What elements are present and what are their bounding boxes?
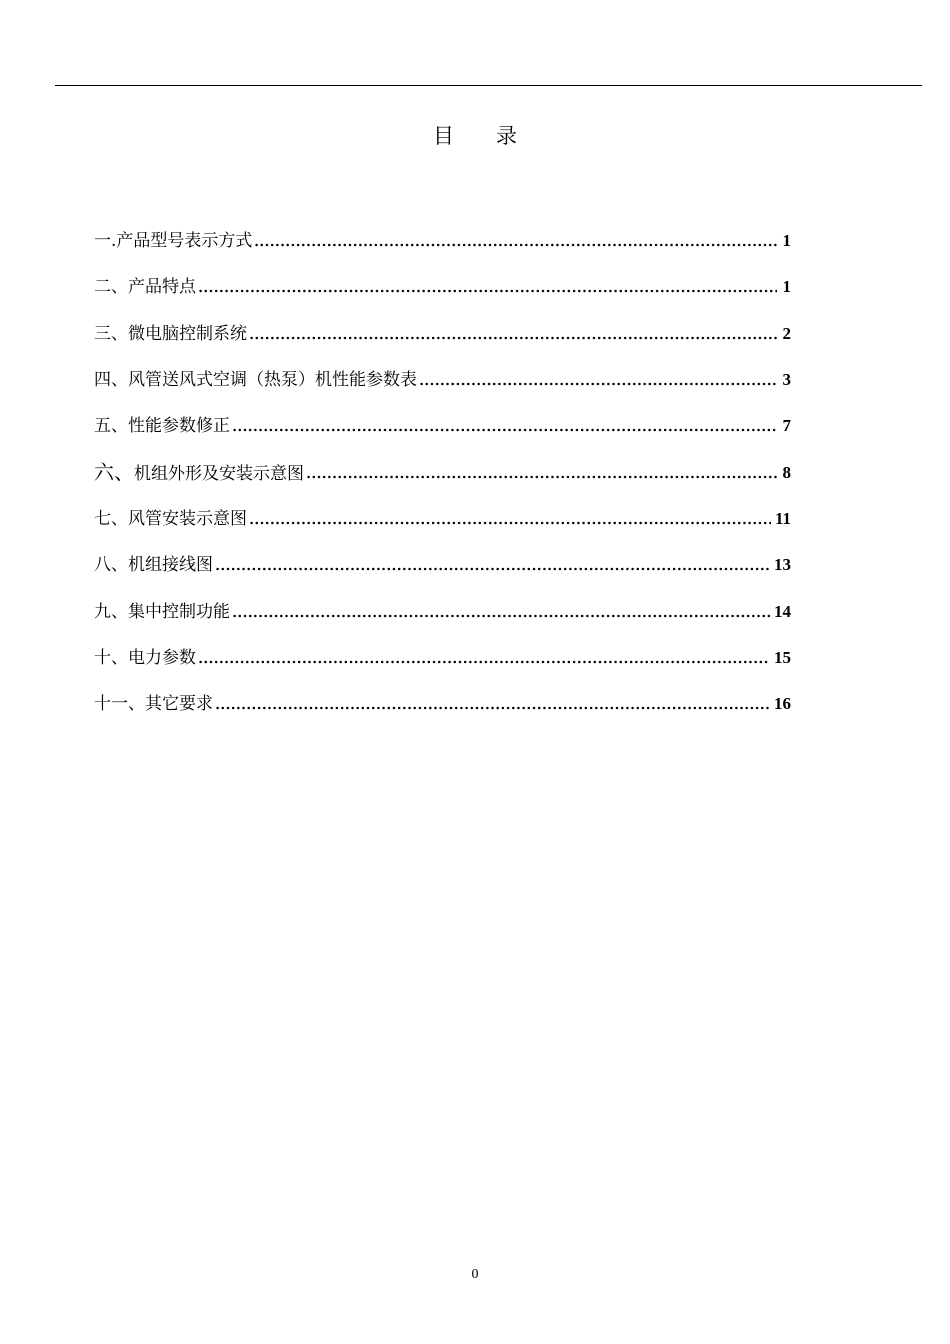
toc-entry-1[interactable] xyxy=(94,218,791,264)
header-rule xyxy=(55,85,922,86)
toc-title-char-2: 录 xyxy=(496,124,517,148)
toc-entry-page: 3 xyxy=(782,370,791,390)
toc-dot-leader xyxy=(198,273,777,301)
toc-entry-11[interactable] xyxy=(94,681,791,727)
toc-dot-leader xyxy=(198,644,770,672)
toc-title xyxy=(0,122,950,150)
toc-entry-page: 1 xyxy=(782,231,791,251)
toc-dot-leader xyxy=(215,690,770,718)
toc-entry-label: 二、产品特点 xyxy=(94,277,196,298)
toc-entry-label: 八、机组接线图 xyxy=(94,555,213,576)
toc-dot-leader xyxy=(254,227,777,255)
toc-entry-page: 13 xyxy=(774,555,791,575)
toc-title-char-1: 目 xyxy=(433,124,454,148)
toc-dot-leader xyxy=(215,551,770,579)
toc-entry-10[interactable] xyxy=(94,635,791,681)
toc-entry-7[interactable] xyxy=(94,496,791,542)
toc-entry-label: 十、电力参数 xyxy=(94,647,196,668)
toc-dot-leader xyxy=(232,412,777,440)
toc-entry-page: 2 xyxy=(782,323,791,343)
toc-dot-leader xyxy=(232,598,770,626)
toc-entry-page: 7 xyxy=(782,416,791,436)
toc-entry-label: 九、集中控制功能 xyxy=(94,601,230,622)
toc-entry-label: 五、性能参数修正 xyxy=(94,416,230,437)
toc-entry-page: 1 xyxy=(782,277,791,297)
toc-entry-page: 11 xyxy=(774,508,791,528)
toc-entry-page: 15 xyxy=(774,647,791,667)
toc-entry-label: 七、风管安装示意图 xyxy=(94,508,247,529)
toc-dot-leader xyxy=(306,459,777,487)
toc-entry-9[interactable] xyxy=(94,588,791,634)
toc-entry-3[interactable] xyxy=(94,311,791,357)
toc-entry-4[interactable] xyxy=(94,357,791,403)
toc-entry-label: 一.产品型号表示方式 xyxy=(94,231,253,252)
toc-entry-page: 16 xyxy=(774,694,791,714)
toc-list xyxy=(94,218,791,727)
toc-entry-5[interactable] xyxy=(94,403,791,449)
toc-dot-leader xyxy=(249,505,771,533)
page-number: 0 xyxy=(471,1267,479,1282)
toc-entry-page: 14 xyxy=(774,601,791,621)
toc-entry-page: 8 xyxy=(782,462,791,482)
toc-dot-leader xyxy=(419,366,777,394)
toc-entry-label: 三、微电脑控制系统 xyxy=(94,323,247,344)
toc-entry-label: 六、机组外形及安装示意图 xyxy=(94,459,304,484)
toc-entry-label: 十一、其它要求 xyxy=(94,694,213,715)
toc-entry-8[interactable] xyxy=(94,542,791,588)
toc-entry-6[interactable] xyxy=(94,449,791,495)
toc-entry-label: 四、风管送风式空调（热泵）机性能参数表 xyxy=(94,370,417,391)
toc-entry-2[interactable] xyxy=(94,264,791,310)
toc-dot-leader xyxy=(249,320,777,348)
